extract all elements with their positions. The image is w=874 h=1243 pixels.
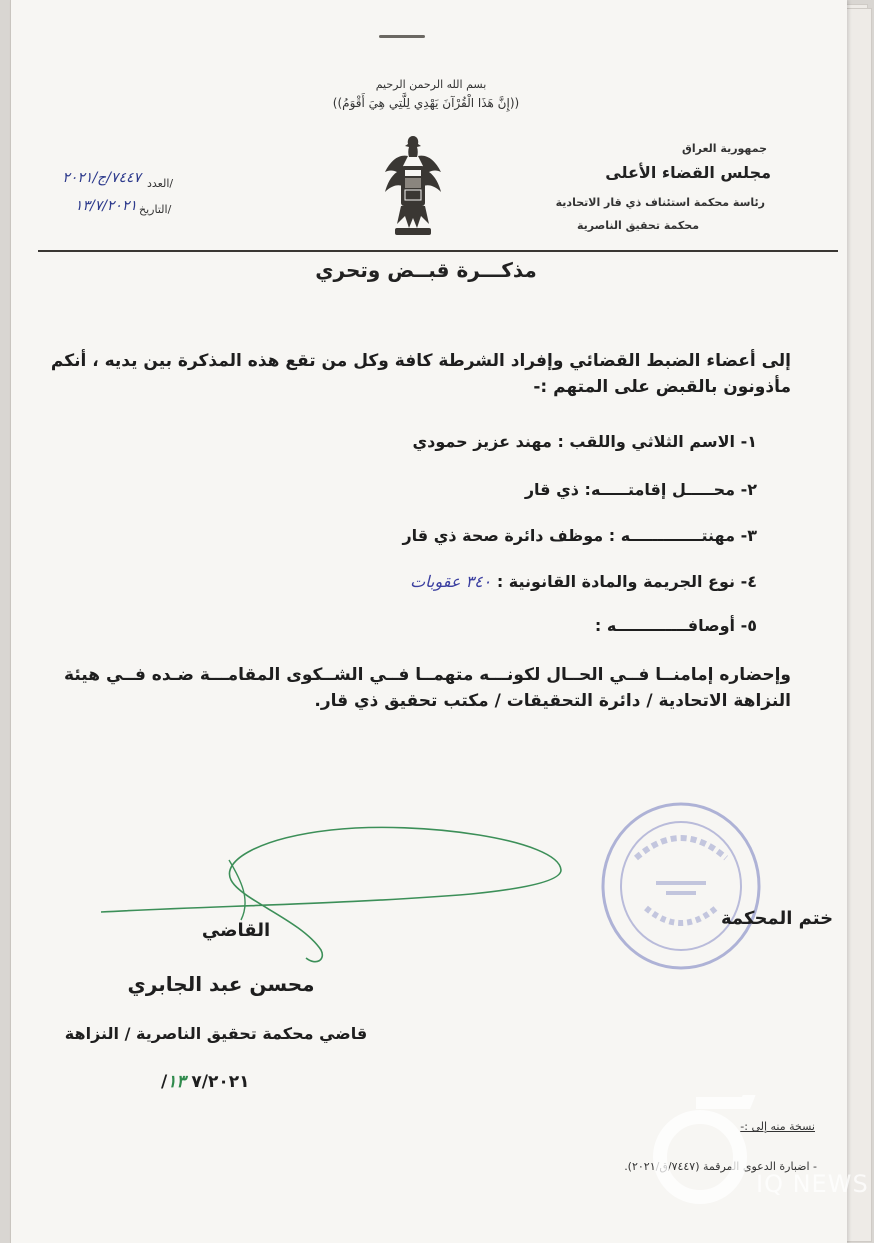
- signature-date-handwritten: ١٣: [167, 1072, 186, 1092]
- accused-item-3: [117, 526, 757, 545]
- item-value: ذي قار: [524, 480, 579, 499]
- iraq-eagle-emblem-icon: [381, 132, 445, 242]
- judge-signature: [91, 820, 571, 970]
- basmala: بسم الله الرحمن الرحيم: [375, 78, 487, 91]
- closing-paragraph: وإحضاره إمامنــا فــي الحــال لكونـــه متهمــا فــي الشــكوى المقامـــة ضـده فــي هيئة النزاهة الاتحادية / دائرة التحقيقات / مكتب تحقيق ذي قار.: [64, 665, 791, 711]
- signature-title: القاضي: [201, 920, 271, 941]
- intro-paragraph: إلى أعضاء الضبط القضائي وإفراد الشرطة كافة وكل من تقع هذه المذكرة بين يديه ، أنكم مأذونون بالقبض على المتهم :-: [50, 351, 791, 397]
- accused-item-2: [117, 480, 757, 499]
- item-label: ٤- نوع الجريمة والمادة القانونية :: [491, 572, 757, 591]
- staple: [379, 35, 425, 38]
- accused-item-1: [117, 432, 757, 451]
- court-presidency: رئاسة محكمة استئناف ذي قار الاتحادية: [555, 196, 765, 209]
- item-label: ٢- محـــــل إقامتـــــه:: [578, 480, 757, 499]
- date-value: ١٣/٧/٢٠٢١: [74, 198, 137, 214]
- signature-date: [161, 1072, 311, 1092]
- document-title: مذكـــرة قبــض وتحري: [315, 258, 537, 282]
- judge-name: محسن عبد الجابري: [127, 972, 315, 996]
- item-label: ١- الاسم الثلاثي واللقب :: [551, 432, 757, 451]
- quran-verse: ((إِنَّ هَذَا الْقُرْآنَ يَهْدِي لِلَّتِي هِيَ أَقْوَمُ)): [332, 96, 520, 110]
- copy-to-label: نسخة منه إلى :-: [740, 1120, 815, 1133]
- number-value: ٧٤٤٧/ج/٢٠٢١: [62, 170, 141, 186]
- accused-item-5: [117, 616, 757, 635]
- watermark-text: IQ NEWS: [756, 1170, 869, 1198]
- item-label: ٥- أوصافـــــــــــــه :: [594, 616, 757, 635]
- republic-name: جمهورية العراق: [682, 142, 767, 155]
- number-label: العدد/: [147, 177, 174, 190]
- court-stamp-seal: [596, 798, 766, 973]
- document-sheet: [10, 0, 847, 1243]
- header-divider: [38, 250, 838, 252]
- item-value-handwritten: ٣٤٠ عقوبات: [410, 572, 492, 591]
- item-label: ٣- مهنتـــــــــــــه :: [603, 526, 757, 545]
- item-value: مهند عزيز حمودي: [412, 432, 552, 451]
- court-name: محكمة تحقيق الناصرية: [576, 219, 699, 232]
- accused-item-4: [117, 572, 757, 591]
- copy-to-line: - اضبارة الدعوى المرقمة (٧٤٤٧/ق/٢٠٢١).: [624, 1160, 817, 1173]
- signature-date-printed: /٧/٢٠٢١: [161, 1072, 250, 1092]
- judge-role: قاضي محكمة تحقيق الناصرية / النزاهة: [64, 1024, 368, 1043]
- date-label: التاريخ/: [139, 203, 172, 216]
- item-value: موظف دائرة صحة ذي قار: [402, 526, 604, 545]
- council-name: مجلس القضاء الأعلى: [605, 163, 771, 182]
- seal-label: ختم المحكمة: [721, 908, 834, 929]
